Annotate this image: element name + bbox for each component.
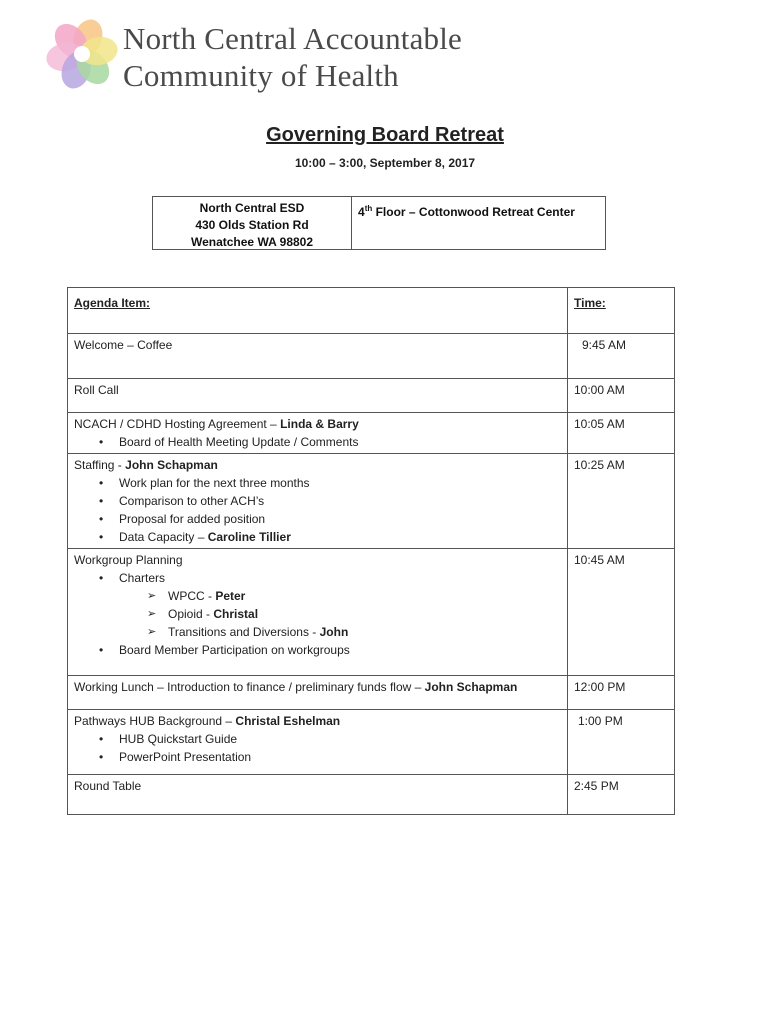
agenda-row <box>68 334 675 379</box>
sub-item-text: Transitions and Diversions - <box>168 625 320 639</box>
ncach-logo-icon <box>44 14 120 94</box>
time-header-cell <box>568 288 675 334</box>
list-item-text: Data Capacity – <box>119 530 208 544</box>
list-item: • Proposal for added position <box>74 510 561 528</box>
agenda-item-presenter: John Schapman <box>424 680 518 694</box>
agenda-item-text: Workgroup Planning <box>74 553 183 567</box>
agenda-item-text: Working Lunch – Introduction to finance / preliminary funds flow – <box>74 680 425 694</box>
sub-list-item <box>74 587 561 605</box>
venue-name: Floor – Cottonwood Retreat Center <box>372 205 575 219</box>
agenda-item-cell <box>68 676 568 710</box>
list-item: • Board Member Participation on workgroups <box>74 641 561 659</box>
list-item <box>74 528 561 546</box>
agenda-item-cell <box>68 710 568 775</box>
agenda-item-text: Roll Call <box>74 383 119 397</box>
address-cell <box>153 197 352 249</box>
agenda-time-cell <box>568 775 675 815</box>
agenda-bullet-list <box>74 474 561 546</box>
agenda-time-cell <box>568 334 675 379</box>
address-line1: North Central ESD <box>199 201 305 215</box>
agenda-item-text: Round Table <box>74 779 142 793</box>
time-header: Time: <box>574 296 606 310</box>
agenda-bullet-list <box>74 730 561 766</box>
sub-item-presenter: Christal <box>213 607 259 621</box>
agenda-time-cell <box>568 454 675 549</box>
agenda-item-text: Welcome – Coffee <box>74 338 173 352</box>
list-item: • HUB Quickstart Guide <box>74 730 561 748</box>
agenda-time-cell <box>568 710 675 775</box>
agenda-item-header-cell <box>68 288 568 334</box>
agenda-item-cell <box>68 379 568 413</box>
agenda-item-cell <box>68 549 568 676</box>
agenda-row <box>68 676 675 710</box>
agenda-item-text: Staffing - <box>74 458 126 472</box>
list-item-presenter: Caroline Tillier <box>207 530 291 544</box>
agenda-item-presenter: Christal Eshelman <box>235 714 341 728</box>
sub-list-item <box>74 605 561 623</box>
agenda-time-cell <box>568 549 675 676</box>
agenda-row <box>68 549 675 676</box>
list-item: • Board of Health Meeting Update / Comments <box>74 433 561 451</box>
agenda-item-cell <box>68 334 568 379</box>
agenda-time: 10:45 AM <box>574 553 625 567</box>
agenda-time-cell <box>568 676 675 710</box>
location-box <box>152 196 606 250</box>
agenda-item-text: Pathways HUB Background – <box>74 714 236 728</box>
floor-number: 4 <box>358 205 365 219</box>
address-line3: Wenatchee WA 98802 <box>190 235 314 249</box>
agenda-time-cell <box>568 379 675 413</box>
agenda-row <box>68 710 675 775</box>
agenda-time: 2:45 PM <box>574 779 619 793</box>
org-name-line2: Community of Health <box>123 58 399 93</box>
list-item: • Work plan for the next three months <box>74 474 561 492</box>
agenda-time: 9:45 AM <box>582 338 627 352</box>
agenda-time: 10:00 AM <box>574 383 625 397</box>
list-item: • PowerPoint Presentation <box>74 748 561 766</box>
agenda-bullet-list <box>74 641 561 659</box>
sub-item-text: WPCC - <box>168 589 216 603</box>
list-item: • Charters <box>74 569 561 587</box>
agenda-time: 12:00 PM <box>574 680 626 694</box>
org-name-line1: North Central Accountable <box>123 21 463 56</box>
agenda-item-presenter: Linda & Barry <box>280 417 359 431</box>
agenda-sub-list <box>74 587 561 641</box>
agenda-item-header: Agenda Item: <box>74 296 151 310</box>
meeting-datetime: 10:00 – 3:00, September 8, 2017 <box>294 156 476 170</box>
floor-suffix: th <box>364 204 373 213</box>
agenda-item-cell <box>68 454 568 549</box>
agenda-item-text: NCACH / CDHD Hosting Agreement – <box>74 417 281 431</box>
agenda-header-row <box>68 288 675 334</box>
agenda-row <box>68 413 675 454</box>
organization-name <box>123 20 462 94</box>
address-line2: 430 Olds Station Rd <box>195 218 309 232</box>
agenda-bullet-list <box>74 569 561 587</box>
agenda-item-cell <box>68 413 568 454</box>
agenda-time: 1:00 PM <box>578 714 623 728</box>
sub-item-text: Opioid - <box>168 607 214 621</box>
agenda-item-cell <box>68 775 568 815</box>
agenda-table <box>67 287 675 815</box>
agenda-bullet-list <box>74 433 561 451</box>
agenda-row <box>68 454 675 549</box>
agenda-row <box>68 379 675 413</box>
sub-list-item <box>74 623 561 641</box>
agenda-row <box>68 775 675 815</box>
sub-item-presenter: John <box>319 625 349 639</box>
list-item: • Comparison to other ACH’s <box>74 492 561 510</box>
page-title: Governing Board Retreat <box>266 124 504 146</box>
agenda-time-cell <box>568 413 675 454</box>
agenda-item-presenter: John Schapman <box>125 458 218 472</box>
agenda-time: 10:25 AM <box>574 458 625 472</box>
agenda-time: 10:05 AM <box>574 417 625 431</box>
sub-item-presenter: Peter <box>215 589 246 603</box>
venue-cell <box>352 197 575 249</box>
